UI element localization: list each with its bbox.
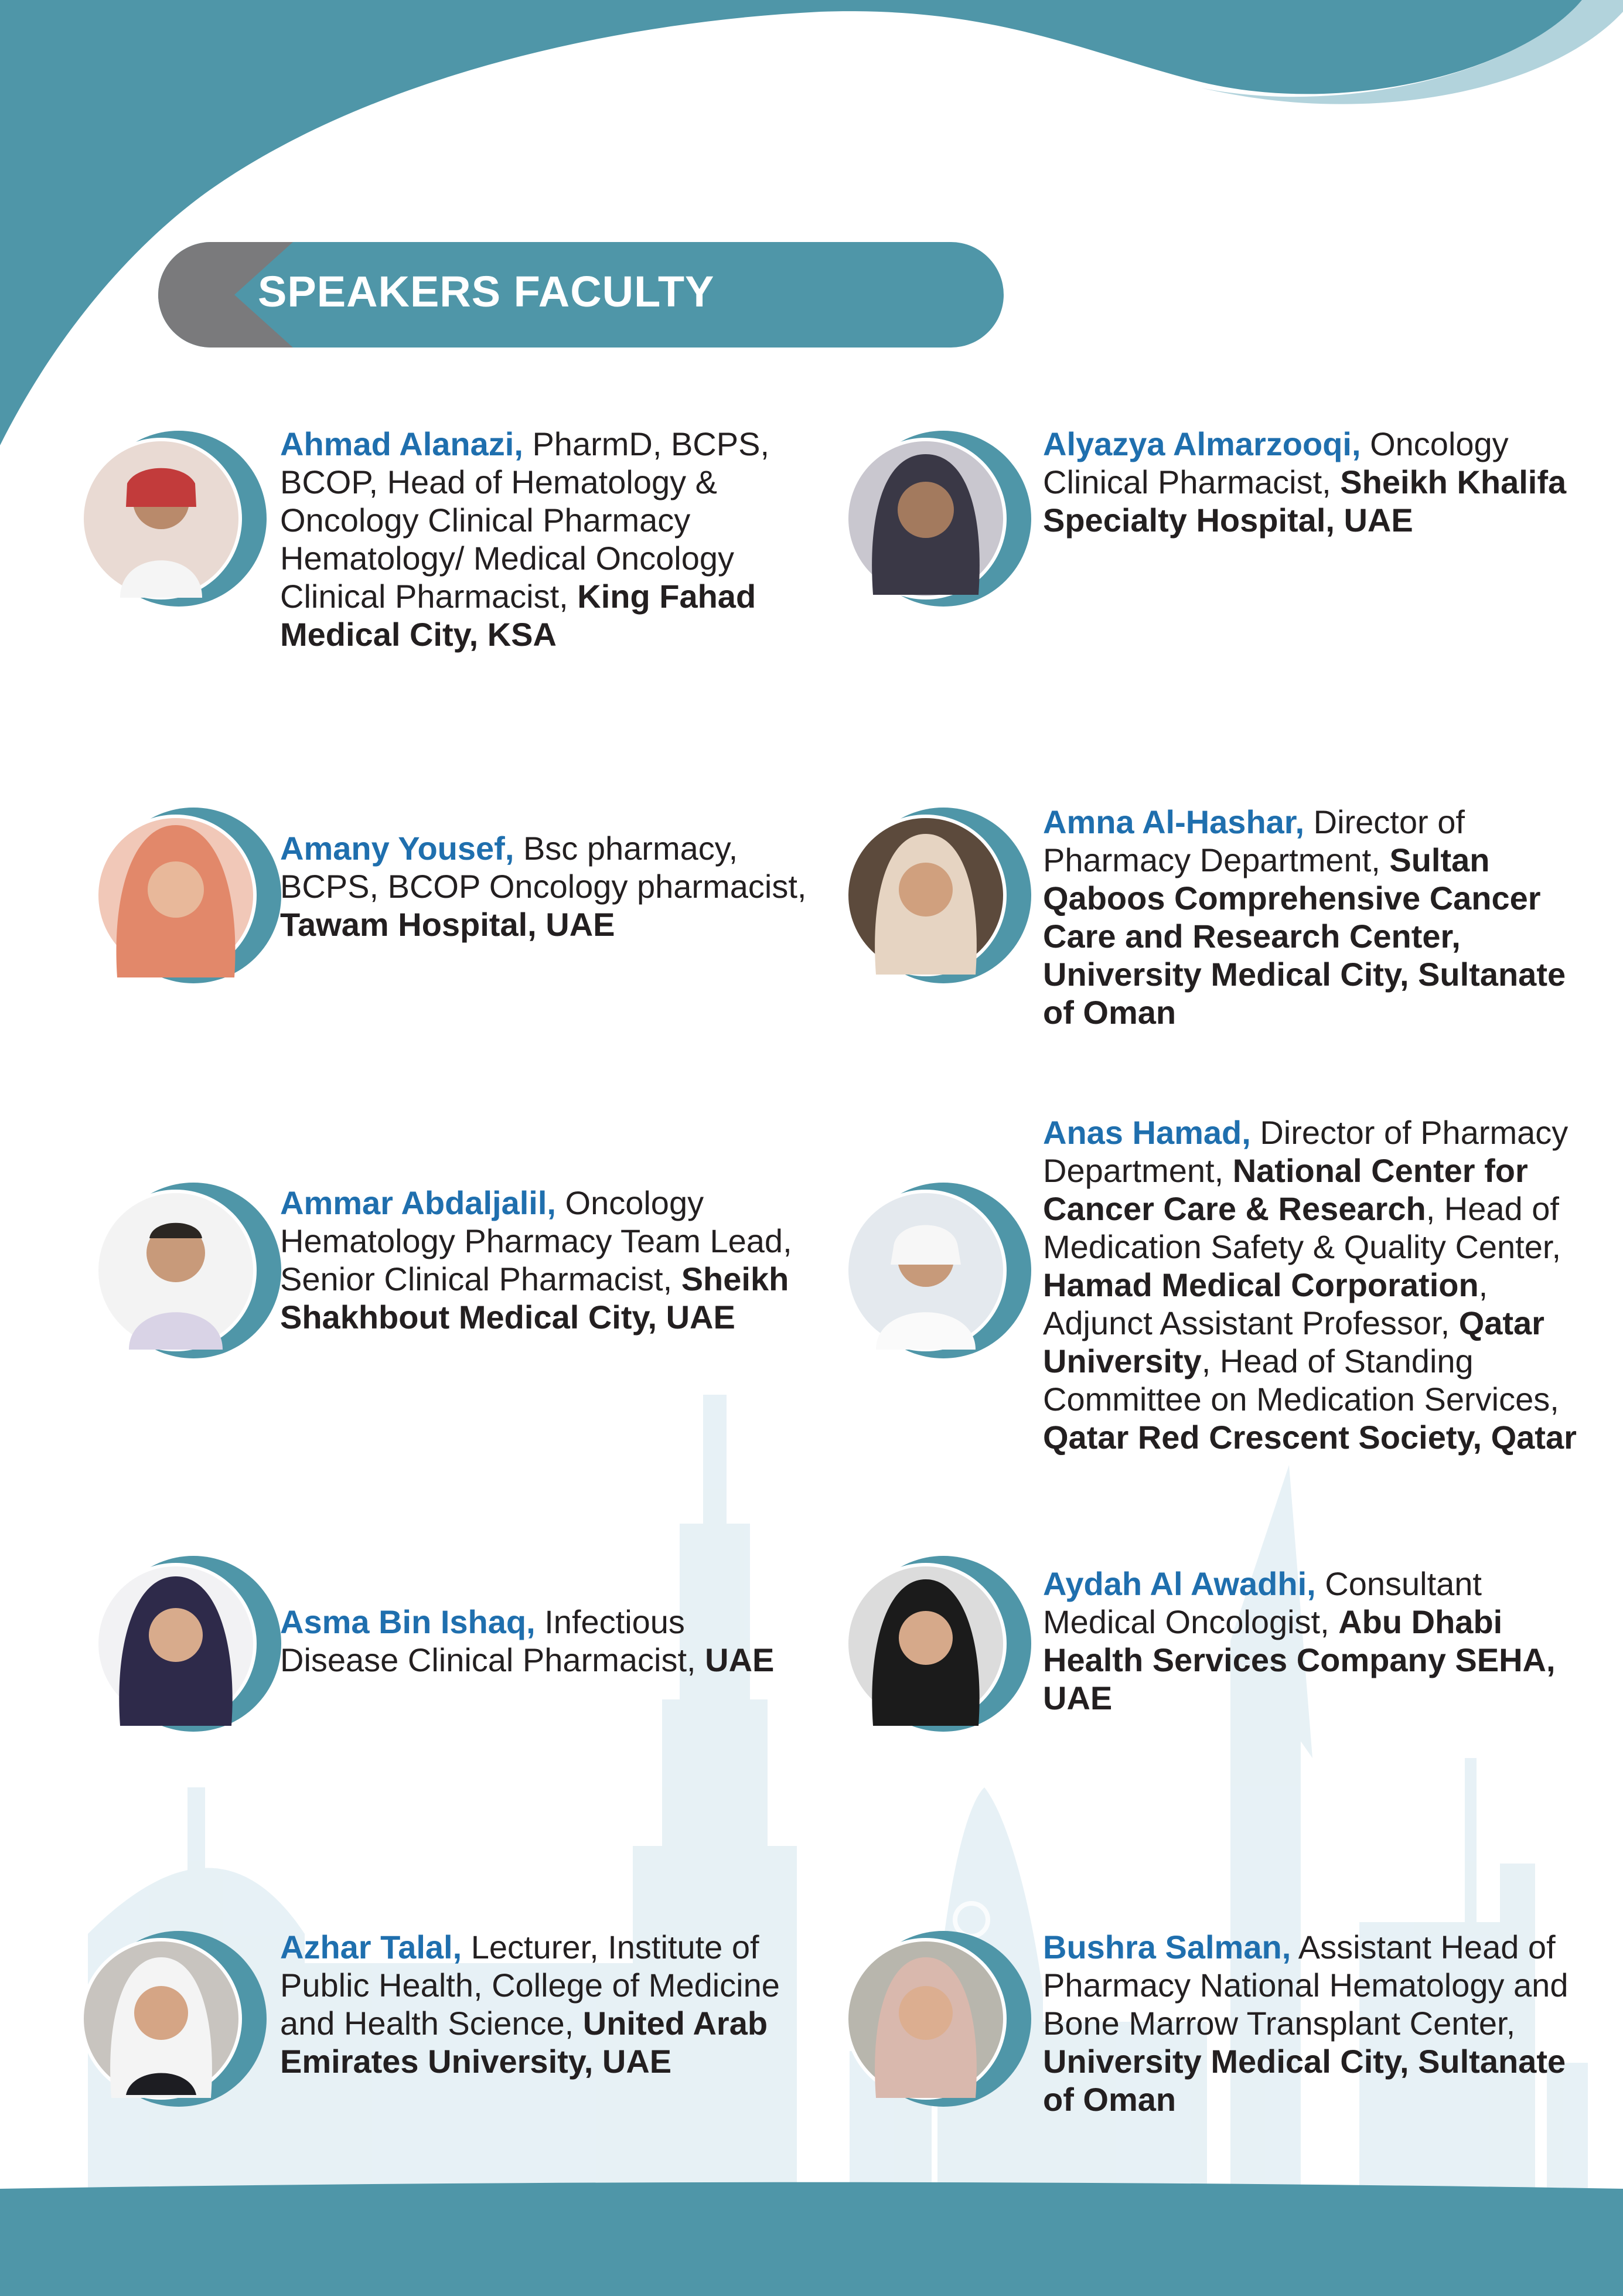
speaker-name: Azhar Talal, bbox=[280, 1929, 462, 1965]
speaker-bio bbox=[280, 1184, 807, 1336]
speaker-photo bbox=[94, 1556, 281, 1732]
speaker-organization: University Medical City, Sultanate of Oman bbox=[1043, 2043, 1566, 2118]
speaker-role: Assistant Head of Pharmacy National Hematology and Bone Marrow Transplant Center, bbox=[1043, 1929, 1569, 2042]
speaker-name: Alyazya Almarzooqi, bbox=[1043, 425, 1361, 462]
speaker-bio bbox=[1043, 1928, 1582, 2118]
speaker-role: Infectious Disease Clinical Pharmacist, bbox=[280, 1603, 696, 1678]
speaker-organization: National Center for Cancer Care & Research bbox=[1043, 1152, 1528, 1227]
speaker-photo bbox=[79, 431, 267, 607]
speaker-name: Anas Hamad, bbox=[1043, 1114, 1251, 1151]
speaker-role: , Head of Medication Safety & Quality Center, bbox=[1043, 1190, 1561, 1265]
speaker-bio bbox=[280, 1603, 807, 1679]
top-wave bbox=[0, 0, 1582, 445]
speaker-photo bbox=[94, 808, 281, 983]
speaker-photo bbox=[844, 1556, 1031, 1732]
page-title: SPEAKERS FACULTY bbox=[258, 267, 715, 316]
speaker-name: Amna Al-Hashar, bbox=[1043, 803, 1305, 840]
speaker-name: Asma Bin Ishaq, bbox=[280, 1603, 536, 1640]
speaker-name: Aydah Al Awadhi, bbox=[1043, 1565, 1316, 1602]
speaker-name: Ammar Abdaljalil, bbox=[280, 1184, 556, 1221]
bottom-band bbox=[0, 2182, 1623, 2296]
speaker-organization: Sultan Qaboos Comprehensive Cancer Care and Research Center, University Medical City, Sultanate of Oman bbox=[1043, 842, 1566, 1031]
speaker-bio bbox=[280, 1928, 807, 2080]
speaker-organization: Tawam Hospital, UAE bbox=[280, 906, 615, 943]
speaker-role: PharmD, BCPS, BCOP, Head of Hematology & Oncology Clinical Pharmacy Hematology/ Medical Oncology Clinical Pharmacist, bbox=[280, 425, 770, 615]
speaker-organization: United Arab Emirates University, UAE bbox=[280, 2005, 768, 2080]
speaker-name: Amany Yousef, bbox=[280, 830, 514, 867]
speaker-photo bbox=[844, 1931, 1031, 2107]
speaker-organization: Hamad Medical Corporation bbox=[1043, 1266, 1479, 1303]
speaker-role: Bsc pharmacy, BCPS, BCOP Oncology pharmacist, bbox=[280, 830, 807, 905]
speaker-bio bbox=[280, 425, 796, 653]
speaker-bio bbox=[1043, 803, 1570, 1031]
speaker-organization: UAE bbox=[705, 1641, 775, 1678]
speaker-organization: Sheikh Khalifa Specialty Hospital, UAE bbox=[1043, 464, 1567, 539]
speaker-organization: Abu Dhabi Health Services Company SEHA, UAE bbox=[1043, 1603, 1556, 1716]
speaker-photo bbox=[844, 1183, 1031, 1358]
speaker-bio bbox=[280, 829, 807, 943]
speaker-organization: Qatar University bbox=[1043, 1304, 1544, 1379]
speaker-photo bbox=[844, 431, 1031, 607]
speaker-role: Lecturer, Institute of Public Health, College of Medicine and Health Science, bbox=[280, 1929, 780, 2042]
speaker-bio bbox=[1043, 425, 1570, 539]
speaker-photo bbox=[79, 1931, 267, 2107]
speaker-organization: Qatar Red Crescent Society, Qatar bbox=[1043, 1419, 1577, 1456]
speaker-role: , Head of Standing Committee on Medication Services, bbox=[1043, 1343, 1559, 1418]
speaker-photo bbox=[844, 808, 1031, 983]
speaker-organization: Sheikh Shakhbout Medical City, UAE bbox=[280, 1261, 789, 1336]
speaker-bio bbox=[1043, 1113, 1582, 1456]
speaker-role: Consultant Medical Oncologist, bbox=[1043, 1565, 1482, 1640]
speaker-role: Director of Pharmacy Department, bbox=[1043, 1114, 1569, 1189]
speaker-role: Oncology Hematology Pharmacy Team Lead, Senior Clinical Pharmacist, bbox=[280, 1184, 792, 1297]
speaker-photo bbox=[94, 1183, 281, 1358]
speaker-organization: King Fahad Medical City, KSA bbox=[280, 578, 756, 653]
speaker-role: Oncology Clinical Pharmacist, bbox=[1043, 425, 1509, 500]
speaker-role: , Adjunct Assistant Professor, bbox=[1043, 1266, 1488, 1341]
speaker-role: Director of Pharmacy Department, bbox=[1043, 803, 1465, 878]
speaker-name: Bushra Salman, bbox=[1043, 1929, 1291, 1965]
speaker-bio bbox=[1043, 1565, 1582, 1717]
speaker-name: Ahmad Alanazi, bbox=[280, 425, 523, 462]
